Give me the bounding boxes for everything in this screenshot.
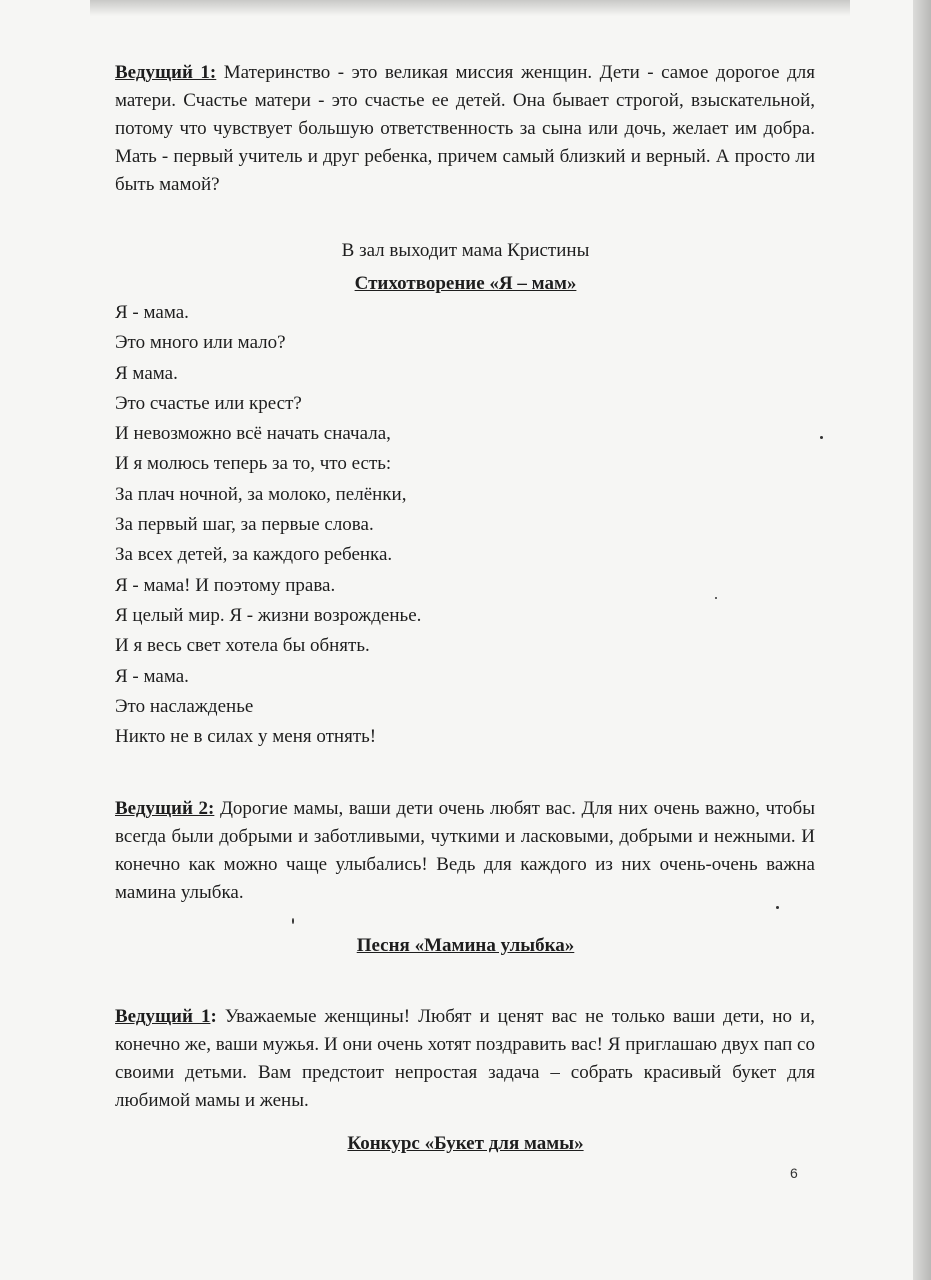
paragraph-text: Дорогие мамы, ваши дети очень любят вас. Для них очень важно, чтобы всегда были добрыми и заботливыми, чуткими и ласковыми, добрыми и нежными. И конечно как можно чаще улыбались! Ведь для каждого из них очень-очень важна мамина улыбка. (115, 798, 815, 903)
paragraph-text: Уважаемые женщины! Любят и ценят вас не только ваши дети, но и, конечно же, ваши мужья. И они очень хотят поздравить вас! Я приглашаю двух пап со своими детьми. Вам предстоит непростая задача – собрать красивый букет для любимой мамы и жены. (115, 1006, 816, 1111)
paragraph-text: Материнство - это великая миссия женщин. Дети - самое дорогое для матери. Счастье матери - это счастье ее детей. Она бывает строгой, взыскательной, потому что чувствует большую ответственность за сына или дочь, желает им добра. Мать - первый учитель и друг ребенка, причем самый близкий и верный. А просто ли быть мамой? (115, 62, 815, 195)
poem-line: За первый шаг, за первые слова. (115, 514, 374, 536)
poem (115, 298, 715, 752)
poem-line: Это много или мало? (115, 332, 286, 354)
speaker-label: Ведущий 1: (115, 62, 217, 83)
poem-line: И я молюсь теперь за то, что есть: (115, 453, 392, 475)
poem-line: Это наслажденье (115, 695, 254, 717)
poem-line: Я - мама. (115, 302, 189, 323)
speaker-label: Ведущий 2: (115, 798, 215, 819)
contest-title-wrap (0, 1133, 931, 1155)
poem-line: Я целый мир. Я - жизни возрожденье. (115, 604, 422, 626)
poem-line: За плач ночной, за молоко, пелёнки, (115, 483, 407, 505)
poem-line: Никто не в силах у меня отнять! (115, 726, 377, 748)
speaker-colon: : (210, 1006, 217, 1027)
host1-paragraph-2 (115, 1003, 815, 1115)
host2-paragraph (115, 795, 815, 907)
poem-title: Стихотворение «Я – мам» (354, 273, 577, 294)
scan-speck (715, 597, 717, 599)
page-edge (913, 0, 931, 1280)
poem-line: И невозможно всё начать сначала, (115, 423, 391, 445)
page-number: 6 (790, 1165, 798, 1181)
poem-line: Я - мама! И поэтому права. (115, 574, 336, 596)
speaker-label: Ведущий 1 (115, 1006, 211, 1027)
scan-speck (776, 906, 779, 909)
poem-line: И я весь свет хотела бы обнять. (115, 635, 370, 657)
scan-speck (292, 918, 294, 924)
poem-line: За всех детей, за каждого ребенка. (115, 544, 393, 566)
poem-line: Я мама. (115, 362, 178, 384)
poem-line: Это счастье или крест? (115, 392, 302, 414)
song-title: Песня «Мамина улыбка» (356, 935, 575, 956)
poem-line: Я - мама. (115, 665, 189, 687)
contest-title: Конкурс «Букет для мамы» (347, 1133, 584, 1154)
scan-speck (820, 436, 823, 439)
host1-paragraph (115, 59, 815, 199)
song-title-wrap (0, 935, 931, 957)
stage-direction: В зал выходит мама Кристины (341, 240, 590, 261)
poem-title-wrap (0, 273, 931, 295)
scan-shadow (90, 0, 850, 16)
